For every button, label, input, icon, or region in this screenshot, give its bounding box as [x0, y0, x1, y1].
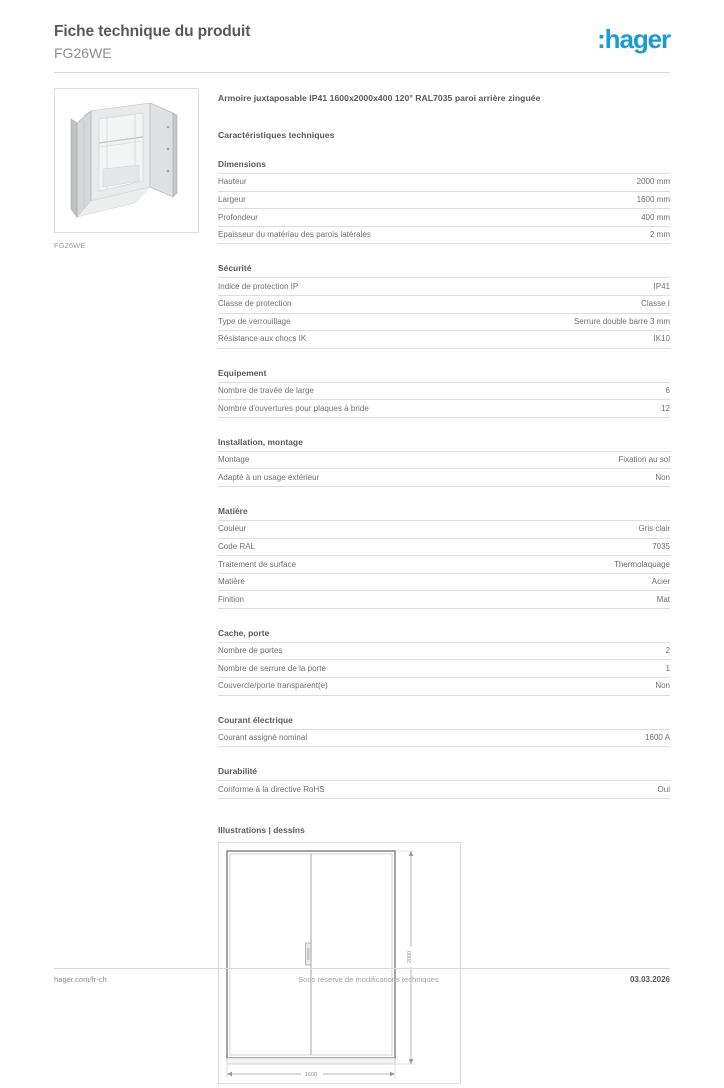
drawing-height-label: 2000: [407, 950, 413, 963]
spec-value: 1: [665, 663, 670, 673]
spec-section-heading: Cache, porte: [218, 627, 270, 638]
footer-divider: [54, 968, 670, 969]
product-name: Armoire juxtaposable IP41 1600x2000x400 120° RAL7035 paroi arrière zinguée: [218, 93, 541, 103]
specifications-panel: [218, 92, 670, 1084]
spec-section: [218, 506, 670, 609]
spec-label: Résistance aux chocs IK: [218, 334, 307, 344]
footer-disclaimer: Sous réserve de modifications techniques: [298, 975, 439, 984]
spec-row: [218, 173, 670, 191]
spec-label: Finition: [218, 594, 245, 604]
spec-section-heading: Matière: [218, 505, 248, 516]
spec-label: Nombre d'ouvertures pour plaques à bride: [218, 403, 369, 413]
spec-row: [218, 226, 670, 245]
spec-label: Hauteur: [218, 177, 247, 187]
spec-row: [218, 468, 670, 487]
spec-row: [218, 729, 670, 748]
footer-website-link[interactable]: hager.com/fr-ch: [54, 975, 107, 984]
spec-section: [218, 159, 670, 244]
illustrations-area: [218, 842, 670, 1084]
hager-logo: :hager: [597, 24, 670, 54]
spec-label: Largeur: [218, 195, 246, 204]
spec-label: Code RAL: [218, 541, 256, 551]
spec-sections: [218, 159, 670, 799]
spec-row: [218, 538, 670, 556]
page-title: Fiche technique du produit: [54, 23, 251, 40]
technical-drawing: [218, 842, 461, 1084]
cabinet-front-view-drawing: [219, 843, 460, 1083]
spec-row: [218, 313, 670, 331]
spec-label: Nombre de travée de large: [218, 386, 314, 396]
spec-row: [218, 590, 670, 609]
spec-section-heading: Installation, montage: [218, 436, 303, 447]
spec-label: Profondeur: [218, 212, 258, 222]
spec-row: [218, 520, 670, 538]
spec-value: Serrure double barre 3 mm: [573, 316, 670, 326]
spec-row: [218, 295, 670, 313]
page-footer: [54, 975, 670, 984]
spec-value: Classe I: [641, 299, 670, 309]
spec-label: Couvercle/porte transparent(e): [218, 681, 328, 691]
spec-section-heading: Courant électrique: [218, 714, 293, 725]
drawing-width-label: 1600: [305, 1071, 317, 1078]
spec-section: [218, 437, 670, 487]
illustrations-title: Illustrations | dessins: [218, 824, 305, 835]
spec-section-heading: Equipement: [218, 367, 267, 378]
spec-row: [218, 573, 670, 591]
spec-value: 1600 A: [645, 732, 670, 742]
spec-section-heading: Sécurité: [218, 263, 252, 274]
spec-row: [218, 399, 670, 418]
specifications-title: Caractéristiques techniques: [218, 130, 335, 141]
spec-value: 12: [661, 403, 670, 413]
spec-value: 400 mm: [641, 212, 670, 222]
spec-value: Fixation au sol: [618, 455, 670, 465]
spec-row: [218, 677, 670, 696]
spec-value: Non: [655, 472, 670, 482]
spec-value: 7035: [652, 541, 670, 551]
spec-value: Acier: [651, 577, 670, 587]
spec-label: Montage: [218, 455, 250, 465]
spec-label: Nombre de serrure de la porte: [218, 663, 327, 673]
spec-section: [218, 628, 670, 696]
spec-label: Matière: [218, 577, 245, 587]
spec-section: [218, 766, 670, 799]
spec-label: Classe de protection: [218, 299, 292, 309]
spec-section: [218, 715, 670, 748]
spec-value: IK10: [653, 334, 670, 344]
spec-value: Non: [655, 681, 670, 691]
spec-row: [218, 555, 670, 573]
spec-label: Indice de protection IP: [218, 281, 299, 291]
spec-section: [218, 368, 670, 418]
spec-value: 2000 mm: [636, 177, 670, 187]
spec-row: [218, 382, 670, 400]
spec-section-heading: Durabilité: [218, 766, 258, 777]
spec-section-heading: Dimensions: [218, 159, 266, 170]
spec-row: [218, 208, 670, 226]
footer-date: 03.03.2026: [629, 975, 670, 984]
spec-label: Courant assigné nominal: [218, 732, 308, 742]
spec-value: 1600 mm: [636, 195, 670, 204]
spec-row: [218, 330, 670, 349]
spec-value: Gris clair: [638, 524, 670, 534]
spec-row: [218, 642, 670, 660]
spec-value: Thermolaquage: [613, 559, 670, 569]
spec-label: Adapté à un usage extérieur: [218, 472, 320, 482]
spec-label: Couleur: [218, 524, 247, 534]
spec-row: [218, 451, 670, 469]
spec-row: [218, 277, 670, 295]
spec-section: [218, 263, 670, 348]
product-image: [54, 88, 199, 233]
spec-value: 2 mm: [650, 230, 670, 240]
header-titles: [54, 22, 250, 64]
spec-label: Traitement de surface: [218, 559, 297, 569]
spec-value: 2: [665, 646, 670, 656]
spec-value: IP41: [653, 281, 670, 291]
cabinet-photo-icon: [55, 89, 198, 232]
spec-value: Mat: [656, 594, 670, 604]
product-reference: FG26WE: [54, 44, 112, 61]
spec-value: 6: [665, 386, 670, 396]
spec-row: [218, 780, 670, 799]
product-image-caption: FG26WE: [54, 241, 86, 250]
spec-label: Epaisseur du matériau des parois latérales: [218, 230, 371, 240]
spec-label: Conforme à la directive RoHS: [218, 784, 325, 794]
spec-value: Oui: [657, 784, 670, 794]
spec-label: Nombre de portes: [218, 646, 283, 656]
spec-label: Type de verrouillage: [218, 316, 291, 326]
page-header: [54, 22, 670, 64]
spec-row: [218, 659, 670, 677]
spec-row: [218, 191, 670, 209]
header-divider: [54, 72, 670, 73]
